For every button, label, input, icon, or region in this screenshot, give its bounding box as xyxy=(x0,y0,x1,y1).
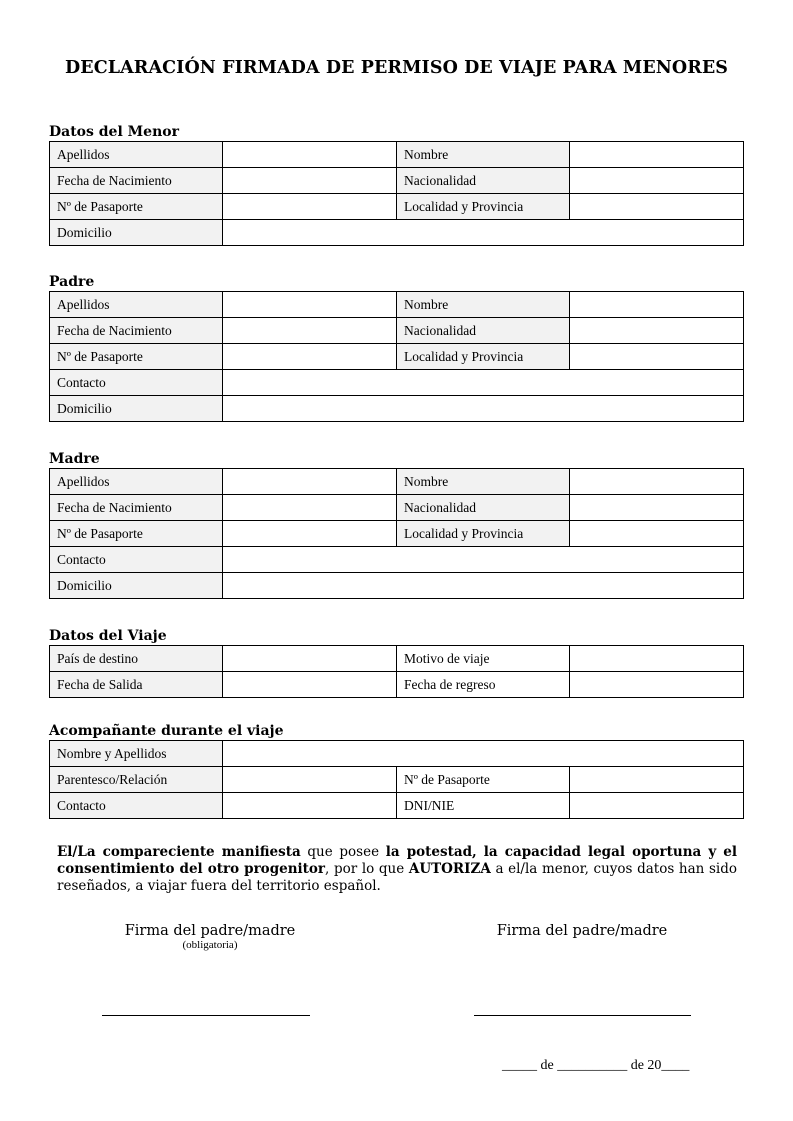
signature-right-line[interactable] xyxy=(474,1015,691,1016)
table-row xyxy=(50,168,744,194)
section-heading: Acompañante durante el viaje xyxy=(49,723,284,739)
menor-table xyxy=(49,141,744,246)
padre-pasaporte-field[interactable] xyxy=(223,344,397,370)
declaration-text: a el/la menor, cuyos datos han sido reseñados, a viajar fuera del territorio español. xyxy=(57,861,737,894)
label-contacto: Contacto xyxy=(50,547,223,573)
padre-nombre-field[interactable] xyxy=(570,292,744,318)
label-apellidos: Apellidos xyxy=(50,292,223,318)
label-localidad: Localidad y Provincia xyxy=(397,194,570,220)
label-apellidos: Apellidos xyxy=(50,142,223,168)
section-heading: Datos del Viaje xyxy=(49,628,167,644)
menor-apellidos-field[interactable] xyxy=(223,142,397,168)
acompanante-dni-field[interactable] xyxy=(570,793,744,819)
label-contacto: Contacto xyxy=(50,793,223,819)
label-nombre: Nombre xyxy=(397,469,570,495)
table-row xyxy=(50,220,744,246)
acompanante-table xyxy=(49,740,744,819)
section-acompanante xyxy=(49,722,743,819)
label-localidad: Localidad y Provincia xyxy=(397,521,570,547)
viaje-pais-destino-field[interactable] xyxy=(223,646,397,672)
label-fecha-salida: Fecha de Salida xyxy=(50,672,223,698)
signature-left xyxy=(100,923,320,951)
madre-table xyxy=(49,468,744,599)
label-nombre: Nombre xyxy=(397,142,570,168)
table-row xyxy=(50,521,744,547)
table-row xyxy=(50,344,744,370)
padre-nacionalidad-field[interactable] xyxy=(570,318,744,344)
table-row xyxy=(50,793,744,819)
label-dni-nie: DNI/NIE xyxy=(397,793,570,819)
padre-domicilio-field[interactable] xyxy=(223,396,744,422)
acompanante-parentesco-field[interactable] xyxy=(223,767,397,793)
padre-localidad-field[interactable] xyxy=(570,344,744,370)
section-heading: Madre xyxy=(49,451,100,467)
table-row xyxy=(50,370,744,396)
label-domicilio: Domicilio xyxy=(50,220,223,246)
label-pasaporte: Nº de Pasaporte xyxy=(50,344,223,370)
padre-table xyxy=(49,291,744,422)
label-apellidos: Apellidos xyxy=(50,469,223,495)
signature-left-line[interactable] xyxy=(102,1015,310,1016)
menor-pasaporte-field[interactable] xyxy=(223,194,397,220)
menor-domicilio-field[interactable] xyxy=(223,220,744,246)
label-fecha-nacimiento: Fecha de Nacimiento xyxy=(50,495,223,521)
label-fecha-regreso: Fecha de regreso xyxy=(397,672,570,698)
declaration-bold-subject: El/La compareciente manifiesta xyxy=(57,844,301,860)
viaje-fecha-salida-field[interactable] xyxy=(223,672,397,698)
table-row xyxy=(50,318,744,344)
label-fecha-nacimiento: Fecha de Nacimiento xyxy=(50,318,223,344)
label-nacionalidad: Nacionalidad xyxy=(397,168,570,194)
table-row xyxy=(50,672,744,698)
section-viaje xyxy=(49,627,743,698)
label-nombre: Nombre xyxy=(397,292,570,318)
label-motivo-viaje: Motivo de viaje xyxy=(397,646,570,672)
menor-localidad-field[interactable] xyxy=(570,194,744,220)
signature-left-title: Firma del padre/madre xyxy=(124,923,296,939)
madre-domicilio-field[interactable] xyxy=(223,573,744,599)
madre-localidad-field[interactable] xyxy=(570,521,744,547)
label-localidad: Localidad y Provincia xyxy=(397,344,570,370)
label-parentesco: Parentesco/Relación xyxy=(50,767,223,793)
madre-apellidos-field[interactable] xyxy=(223,469,397,495)
declaration-bold-potestad: la potestad, la capacidad legal oportuna y el consentimiento del otro progenitor xyxy=(57,844,737,877)
table-row xyxy=(50,469,744,495)
madre-fecha-nacimiento-field[interactable] xyxy=(223,495,397,521)
menor-nacionalidad-field[interactable] xyxy=(570,168,744,194)
label-contacto: Contacto xyxy=(50,370,223,396)
menor-nombre-field[interactable] xyxy=(570,142,744,168)
label-pasaporte: Nº de Pasaporte xyxy=(397,767,570,793)
madre-nombre-field[interactable] xyxy=(570,469,744,495)
section-madre xyxy=(49,450,743,599)
viaje-table xyxy=(49,645,744,698)
section-heading: Datos del Menor xyxy=(49,124,179,140)
table-row xyxy=(50,292,744,318)
table-row xyxy=(50,646,744,672)
declaration-paragraph xyxy=(57,844,737,895)
acompanante-nombre-field[interactable] xyxy=(223,741,744,767)
declaration-bold-autoriza: AUTORIZA xyxy=(408,861,491,877)
table-row xyxy=(50,767,744,793)
label-nacionalidad: Nacionalidad xyxy=(397,495,570,521)
madre-pasaporte-field[interactable] xyxy=(223,521,397,547)
label-domicilio: Domicilio xyxy=(50,396,223,422)
viaje-motivo-field[interactable] xyxy=(570,646,744,672)
document-title: DECLARACIÓN FIRMADA DE PERMISO DE VIAJE PARA MENORES xyxy=(64,58,729,78)
label-pais-destino: País de destino xyxy=(50,646,223,672)
padre-fecha-nacimiento-field[interactable] xyxy=(223,318,397,344)
label-pasaporte: Nº de Pasaporte xyxy=(50,521,223,547)
section-menor xyxy=(49,123,743,246)
label-pasaporte: Nº de Pasaporte xyxy=(50,194,223,220)
date-line[interactable]: _____ de __________ de 20____ xyxy=(502,1058,690,1073)
padre-contacto-field[interactable] xyxy=(223,370,744,396)
declaration-text: que posee xyxy=(300,844,386,860)
table-row xyxy=(50,547,744,573)
table-row xyxy=(50,741,744,767)
acompanante-contacto-field[interactable] xyxy=(223,793,397,819)
menor-fecha-nacimiento-field[interactable] xyxy=(223,168,397,194)
section-heading: Padre xyxy=(49,274,95,290)
signature-right xyxy=(472,923,692,939)
viaje-fecha-regreso-field[interactable] xyxy=(570,672,744,698)
table-row xyxy=(50,495,744,521)
label-fecha-nacimiento: Fecha de Nacimiento xyxy=(50,168,223,194)
signature-left-note: (obligatoria) xyxy=(182,939,238,951)
madre-nacionalidad-field[interactable] xyxy=(570,495,744,521)
label-nacionalidad: Nacionalidad xyxy=(397,318,570,344)
table-row xyxy=(50,396,744,422)
table-row xyxy=(50,194,744,220)
padre-apellidos-field[interactable] xyxy=(223,292,397,318)
declaration-text: , por lo que xyxy=(325,861,409,877)
table-row xyxy=(50,142,744,168)
madre-contacto-field[interactable] xyxy=(223,547,744,573)
label-nombre-apellidos: Nombre y Apellidos xyxy=(50,741,223,767)
table-row xyxy=(50,573,744,599)
acompanante-pasaporte-field[interactable] xyxy=(570,767,744,793)
section-padre xyxy=(49,273,743,422)
signature-right-title: Firma del padre/madre xyxy=(496,923,668,939)
label-domicilio: Domicilio xyxy=(50,573,223,599)
